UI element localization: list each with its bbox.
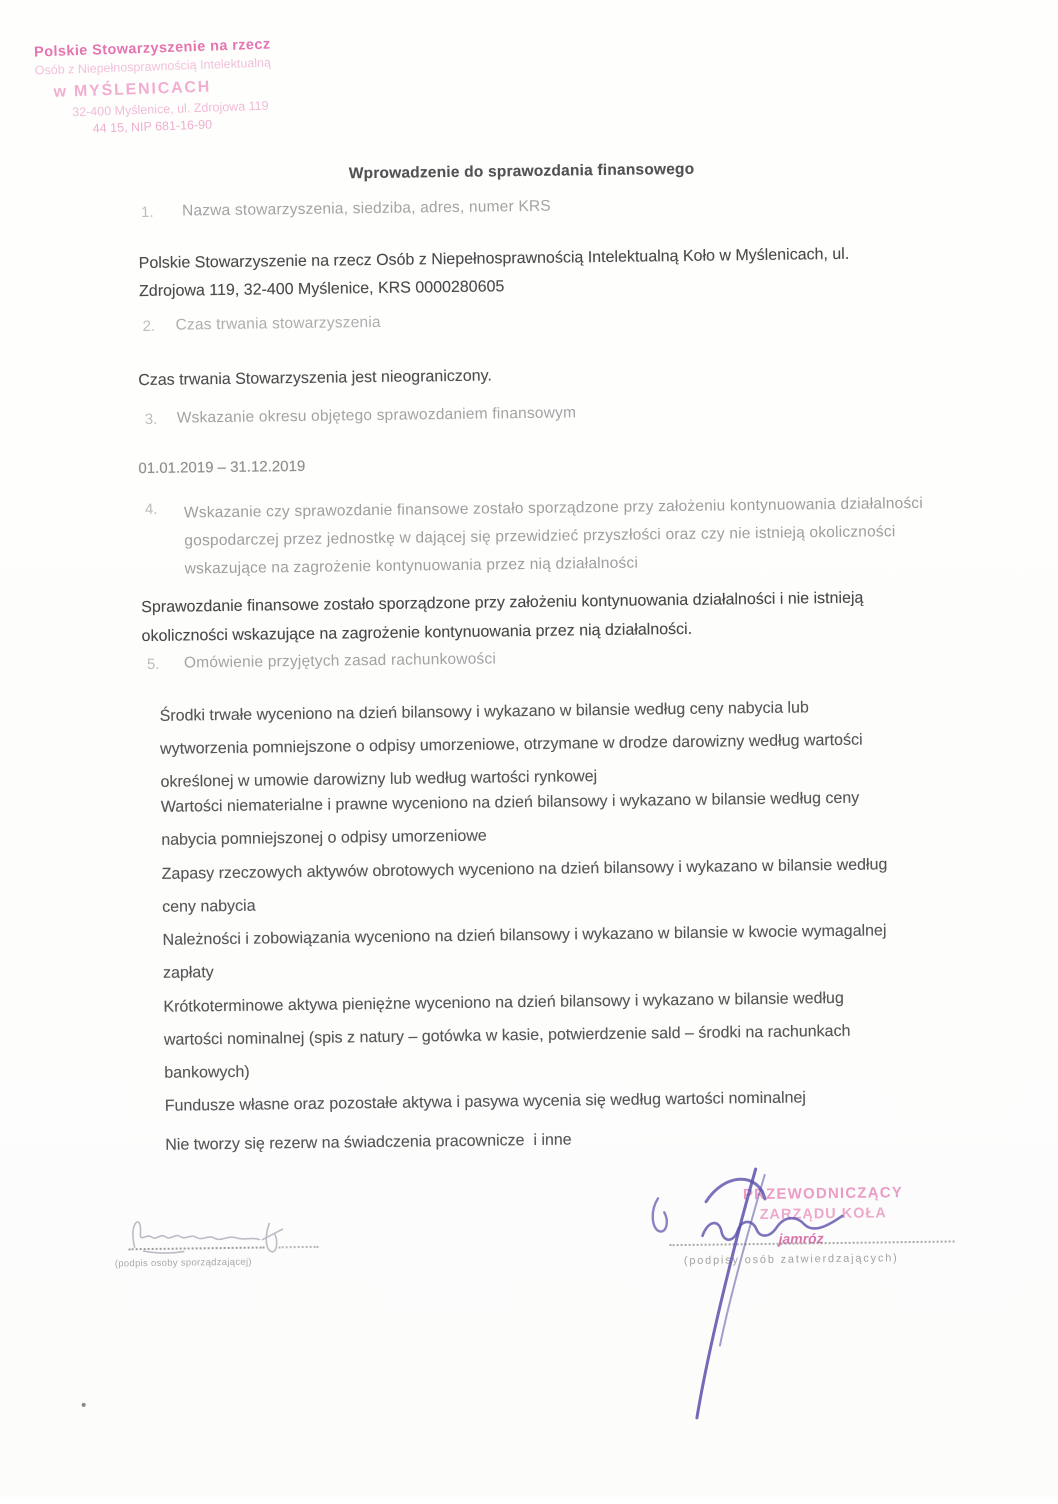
chairman-stamp-name: jamróz: [778, 1230, 824, 1247]
accounting-policy-paragraph: Nie tworzy się rezerw na świadczenia pracownicze i inne: [165, 1131, 572, 1154]
preparer-signature-squiggle: [118, 1201, 419, 1265]
accounting-policy-paragraph: Krótkoterminowe aktywa pieniężne wyceniono na dzień bilansowy i wykazano w bilansie według wartości nominalnej (spis z natury – gotówka w kasie, potwierdzenie sald – środki na rachunkach bankowych): [163, 989, 855, 1082]
section-2-paragraph: Czas trwania Stowarzyszenia jest nieograniczony.: [138, 367, 492, 390]
section-3-paragraph: 01.01.2019 – 31.12.2019: [138, 457, 306, 478]
stamp-line: w MYŚLENICACH: [53, 78, 212, 101]
section-3-heading: Wskazanie okresu objętego sprawozdaniem finansowym: [176, 404, 577, 427]
chairman-stamp-role: ZARZĄDU KOŁA: [759, 1205, 887, 1224]
section-1-heading: Nazwa stowarzyszenia, siedziba, adres, numer KRS: [181, 197, 551, 220]
stamp-line: Polskie Stowarzyszenie na rzecz: [33, 36, 271, 61]
accounting-policy-paragraph: Należności i zobowiązania wyceniono na dzień bilansowy i wykazano w bilansie w kwocie wymagalnej zapłaty: [162, 922, 892, 982]
stamp-line: 32-400 Myślenice, ul. Zdrojowa 119: [71, 98, 269, 120]
stamp-line: Osób z Niepełnosprawnością Intelektualną: [34, 55, 272, 78]
scan-speck: [82, 1403, 86, 1407]
section-4-paragraph: Sprawozdanie finansowe zostało sporządzone przy założeniu kontynuowania działalności i nie istnieją okoliczności wskazujące na zagrożenie kontynuowania przez nią działalności.: [141, 589, 868, 646]
chairman-signature-flourish: [644, 1158, 878, 1436]
accounting-policy-paragraph: Fundusze własne oraz pozostałe aktywa i pasywa wycenia się według wartości nominalnej: [164, 1089, 807, 1115]
preparer-signature-caption: (podpis osoby sporządzającej): [114, 1256, 252, 1270]
organization-stamp: [34, 33, 337, 139]
accounting-policy-paragraph: Środki trwałe wyceniono na dzień bilansowy i wykazano w bilansie według ceny nabycia lub wytworzenia pomniejszone o odpisy umorzeniowe, otrzymane w drodze darowizny według wartości określonej w umowie darowizny lub według wartości rynkowej: [159, 699, 868, 791]
section-1-number: 1.: [140, 203, 154, 222]
page-title: Wprowadzenie do sprawozdania finansowego: [348, 160, 695, 183]
accounting-policy-paragraph: Zapasy rzeczowych aktywów obrotowych wyceniono na dzień bilansowy i wykazano w bilansie według ceny nabycia: [161, 856, 892, 916]
accounting-policy-paragraph: Wartości niematerialne i prawne wyceniono na dzień bilansowy i wykazano w bilansie według ceny nabycia pomniejszonej o odpisy umorzeniowe: [160, 789, 864, 849]
chairman-stamp-role: PRZEWODNICZĄCY: [742, 1184, 904, 1204]
section-4-heading: Wskazanie czy sprawozdanie finansowe zostało sporządzone przy założeniu kontynuowania działalności gospodarczej przez jednostkę w dającej się przewidzieć przyszłości oraz czy nie istnieją okoliczności wskazujące na zagrożenie kontynuowania przez nią działalności: [183, 494, 928, 578]
approver-signature-caption: (podpisy osób zatwierdzających): [683, 1252, 899, 1268]
section-5-number: 5.: [146, 655, 160, 673]
section-3-number: 3.: [144, 410, 158, 429]
section-2-number: 2.: [142, 317, 156, 336]
section-2-heading: Czas trwania stowarzyszenia: [175, 313, 381, 334]
stamp-line: 44 15, NIP 681-16-90: [92, 117, 213, 136]
section-1-paragraph: Polskie Stowarzyszenie na rzecz Osób z Niepełnosprawnością Intelektualną Koło w Myślenicach, ul. Zdrojowa 119, 32-400 Myślenice, KRS 0000280605: [138, 245, 854, 301]
section-5-heading: Omówienie przyjętych zasad rachunkowości: [183, 650, 497, 672]
section-4-number: 4.: [144, 500, 158, 519]
